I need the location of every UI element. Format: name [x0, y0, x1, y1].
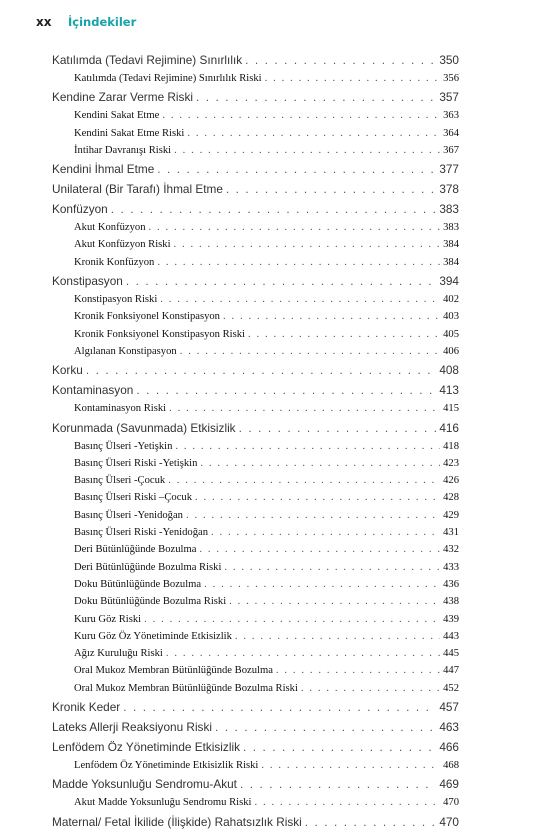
toc-entry-title: Akut Konfüzyon [74, 222, 146, 234]
toc-page-number: 377 [439, 162, 459, 177]
toc-subentry[interactable] [52, 489, 459, 506]
toc-entry[interactable] [52, 159, 459, 179]
toc-entry[interactable] [52, 774, 459, 794]
toc-entry[interactable] [52, 380, 459, 400]
toc-entry-title: Basınç Ülseri -Çocuk [74, 475, 166, 487]
toc-page-number: 468 [443, 760, 459, 772]
toc-page-number: 445 [443, 648, 459, 660]
dot-leader [248, 326, 440, 343]
toc-entry-title: Katılımda (Tedavi Rejimine) Sınırlılık [52, 53, 243, 67]
dot-leader [301, 680, 440, 697]
dot-leader [174, 142, 440, 159]
toc-entry[interactable] [52, 199, 459, 219]
toc-subentry[interactable] [52, 794, 459, 811]
toc-subentry[interactable] [52, 236, 459, 253]
dot-leader [254, 794, 440, 811]
toc-page-number: 438 [443, 596, 459, 608]
toc-subentry[interactable] [52, 343, 459, 360]
toc-subentry[interactable] [52, 125, 459, 142]
dot-leader [243, 737, 436, 757]
toc-subentry[interactable] [52, 219, 459, 236]
toc-entry[interactable] [52, 717, 459, 737]
toc-entry-title: Basınç Ülseri -Yenidoğan [74, 509, 183, 521]
toc-page-number: 439 [443, 613, 459, 625]
toc-entry-title: Kendini Sakat Etme [74, 110, 160, 122]
dot-leader [211, 524, 440, 541]
toc-entry-title: Kontaminasyon [52, 383, 134, 398]
toc-subentry[interactable] [52, 438, 459, 455]
toc-entry-title: Konstipasyon Riski [74, 294, 158, 306]
toc-entry-title: Kuru Göz Öz Yönetiminde Etkisizlik [74, 630, 232, 642]
toc-entry-title: Doku Bütünlüğünde Bozulma Riski [74, 596, 227, 608]
dot-leader [86, 360, 436, 380]
toc-entry[interactable] [52, 360, 459, 380]
toc-page-number: 406 [443, 345, 459, 357]
toc-entry[interactable] [52, 87, 459, 107]
toc-page-number: 403 [443, 311, 459, 323]
toc-page-number: 357 [439, 90, 459, 105]
toc-subentry[interactable] [52, 308, 459, 325]
dot-leader [239, 418, 437, 438]
toc-entry[interactable] [52, 697, 459, 717]
toc-page-number: 383 [439, 202, 459, 217]
toc-subentry[interactable] [52, 254, 459, 271]
toc-page-number: 350 [439, 53, 459, 67]
toc-page-number: 452 [443, 682, 459, 694]
toc-subentry[interactable] [52, 611, 459, 628]
dot-leader [123, 697, 436, 717]
toc-page-number: 356 [443, 73, 459, 84]
dot-leader [226, 179, 436, 199]
toc-entry-title: Basınç Ülseri Riski -Yenidoğan [74, 527, 208, 539]
dot-leader [174, 236, 441, 253]
toc-entry-title: Kendini İhmal Etme [52, 162, 155, 177]
toc-entry-title: Maternal/ Fetal İkilide (İlişkide) Rahatsızlık Riski [52, 814, 302, 829]
toc-entry-title: Basınç Ülseri Riski -Yetişkin [74, 457, 198, 469]
dot-leader [240, 774, 436, 794]
toc-page-number: 443 [443, 630, 459, 642]
toc-entry-title: Algılanan Konstipasyon [74, 345, 177, 357]
dot-leader [157, 159, 436, 179]
toc-entry-title: Kendine Zarar Verme Riski [52, 90, 193, 105]
toc-entry-title: Doku Bütünlüğünde Bozulma [74, 578, 202, 590]
toc-page-number: 367 [443, 144, 459, 156]
toc-entry[interactable] [52, 179, 459, 199]
toc-page-number: 416 [439, 420, 459, 435]
toc-subentry[interactable] [52, 142, 459, 159]
toc-entry[interactable] [52, 271, 459, 291]
toc-entry-title: Kuru Göz Riski [74, 613, 142, 625]
toc-subentry[interactable] [52, 541, 459, 558]
dot-leader [199, 541, 440, 558]
toc-subentry[interactable] [52, 524, 459, 541]
toc-page-number: 470 [439, 814, 459, 829]
toc-subentry[interactable] [52, 507, 459, 524]
dot-leader [111, 199, 437, 219]
chapter-title: İçindekiler [68, 15, 137, 29]
toc-page-number: 364 [443, 127, 459, 139]
toc-entry-title: Akut Konfüzyon Riski [74, 239, 171, 251]
dot-leader [229, 593, 440, 610]
toc-entry-title: Ağız Kuruluğu Riski [74, 648, 163, 660]
dot-leader [276, 662, 440, 679]
toc-entry-title: Unilateral (Bir Tarafı) İhmal Etme [52, 182, 223, 197]
toc-page-number: 418 [443, 440, 459, 452]
toc-entry-title: Deri Bütünlüğünde Bozulma Riski [74, 561, 222, 573]
dot-leader [126, 271, 436, 291]
dot-leader [162, 107, 440, 124]
toc-page-number: 466 [439, 740, 459, 755]
toc-subentry[interactable] [52, 400, 459, 417]
toc-page-number: 436 [443, 578, 459, 590]
dot-leader [160, 291, 440, 308]
toc-entry-title: Basınç Ülseri Riski –Çocuk [74, 492, 192, 504]
toc-entry-title: Madde Yoksunluğu Sendromu-Akut [52, 777, 237, 792]
toc-subentry[interactable] [52, 680, 459, 697]
dot-leader [265, 70, 441, 87]
toc-page-number: 363 [443, 110, 459, 122]
dot-leader [245, 50, 436, 70]
dot-leader [168, 472, 440, 489]
toc-entry[interactable] [52, 812, 459, 832]
toc-page-number: 426 [443, 475, 459, 487]
toc-entry-title: Lateks Allerji Reaksiyonu Riski [52, 720, 212, 735]
dot-leader [136, 380, 436, 400]
dot-leader [305, 812, 437, 832]
dot-leader [224, 559, 440, 576]
toc-subentry[interactable] [52, 559, 459, 576]
toc-subentry[interactable] [52, 455, 459, 472]
toc-entry-title: Deri Bütünlüğünde Bozulma [74, 544, 197, 556]
toc-page-number: 428 [443, 492, 459, 504]
toc-page-number: 413 [439, 383, 459, 398]
toc-entry-title: Kronik Konfüzyon [74, 256, 155, 268]
toc-page-number: 469 [439, 777, 459, 792]
dot-leader [144, 611, 440, 628]
toc-entry[interactable] [52, 50, 459, 70]
dot-leader [175, 438, 440, 455]
toc-subentry[interactable] [52, 593, 459, 610]
dot-leader [180, 343, 440, 360]
toc-entry-title: Konfüzyon [52, 202, 108, 217]
toc-subentry[interactable] [52, 576, 459, 593]
dot-leader [261, 757, 440, 774]
toc-page-number: 378 [439, 182, 459, 197]
toc-page-number: 463 [439, 720, 459, 735]
toc-page-number: 433 [443, 561, 459, 573]
toc-subentry[interactable] [52, 662, 459, 679]
toc-subentry[interactable] [52, 472, 459, 489]
toc-subentry[interactable] [52, 70, 459, 87]
toc-page-number: 405 [443, 328, 459, 340]
dot-leader [215, 717, 436, 737]
dot-leader [195, 489, 440, 506]
toc-page-number: 447 [443, 665, 459, 677]
dot-leader [169, 400, 440, 417]
toc-entry-title: Oral Mukoz Membran Bütünlüğünde Bozulma Riski [74, 682, 298, 694]
dot-leader [223, 308, 440, 325]
toc-entry[interactable] [52, 737, 459, 757]
toc-page-number: 384 [443, 256, 459, 268]
toc-page-number: 431 [443, 527, 459, 539]
toc-entry-title: Lenfödem Öz Yönetiminde Etkisizlik Riski [74, 760, 259, 772]
toc-page-number: 394 [439, 274, 459, 289]
dot-leader [149, 219, 441, 236]
toc-entry-title: Akut Madde Yoksunluğu Sendromu Riski [74, 797, 252, 809]
toc-entry-title: Basınç Ülseri -Yetişkin [74, 440, 173, 452]
toc-entry-title: Lenfödem Öz Yönetiminde Etkisizlik [52, 740, 240, 755]
dot-leader [187, 125, 440, 142]
toc-entry-title: Korku [52, 363, 83, 378]
dot-leader [235, 628, 440, 645]
page-header [36, 15, 136, 29]
toc-entry-title: İntihar Davranışı Riski [74, 144, 172, 156]
toc-entry-title: Kronik Fonksiyonel Konstipasyon [74, 311, 220, 323]
toc-entry-title: Kontaminasyon Riski [74, 403, 167, 415]
toc-page-number: 408 [439, 363, 459, 378]
toc-entry-title: Kronik Fonksiyonel Konstipasyon Riski [74, 328, 245, 340]
dot-leader [186, 507, 440, 524]
dot-leader [157, 254, 440, 271]
dot-leader [166, 645, 440, 662]
toc-subentry[interactable] [52, 326, 459, 343]
toc-subentry[interactable] [52, 107, 459, 124]
toc-page-number: 457 [439, 700, 459, 715]
dot-leader [196, 87, 436, 107]
toc-page-number: 402 [443, 294, 459, 306]
toc-entry-title: Konstipasyon [52, 274, 123, 289]
toc-page-number: 432 [443, 544, 459, 556]
toc-subentry[interactable] [52, 291, 459, 308]
toc-entry-title: Korunmada (Savunmada) Etkisizlik [52, 420, 236, 435]
page-number: xx [36, 15, 52, 29]
toc-page-number: 383 [443, 222, 459, 234]
table-of-contents [52, 50, 459, 832]
dot-leader [200, 455, 440, 472]
toc-entry-title: Katılımda (Tedavi Rejimine) Sınırlılık Riski [74, 73, 262, 84]
toc-page-number: 415 [443, 403, 459, 415]
toc-subentry[interactable] [52, 757, 459, 774]
toc-entry-title: Kronik Keder [52, 700, 121, 715]
toc-entry-title: Kendini Sakat Etme Riski [74, 127, 185, 139]
toc-page-number: 429 [443, 509, 459, 521]
toc-subentry[interactable] [52, 628, 459, 645]
dot-leader [204, 576, 440, 593]
toc-entry-title: Oral Mukoz Membran Bütünlüğünde Bozulma [74, 665, 273, 677]
toc-subentry[interactable] [52, 645, 459, 662]
toc-entry[interactable] [52, 418, 459, 438]
toc-page-number: 384 [443, 239, 459, 251]
toc-page-number: 470 [443, 797, 459, 809]
toc-page-number: 423 [443, 457, 459, 469]
